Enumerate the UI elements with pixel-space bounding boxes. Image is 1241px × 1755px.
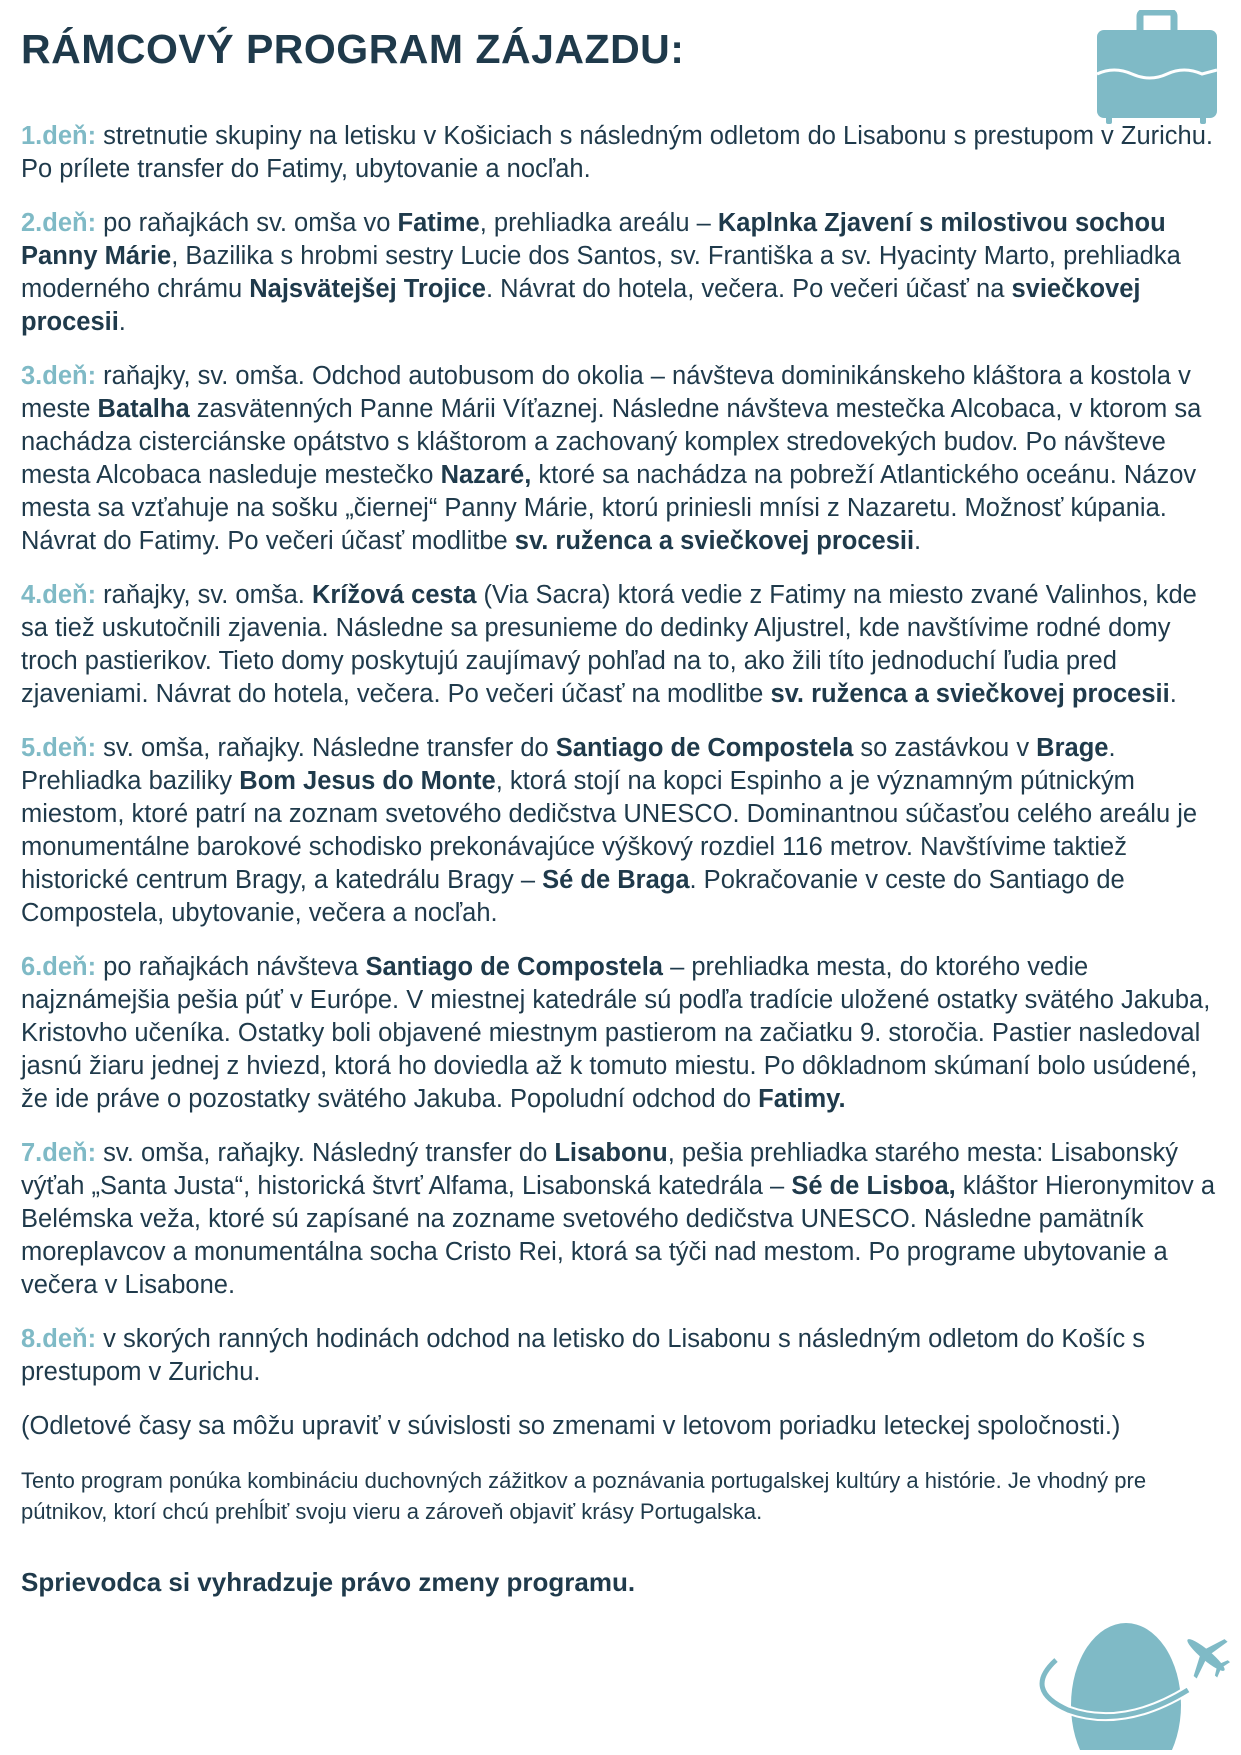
- highlighted-place: Krížová cesta: [311, 581, 477, 609]
- day-text: zasvätenných Panne Márii Víťaznej. Následne návšteva mestečka Alcobaca, v ktorom sa nachádza cisterciánske opátstvo s kláštorom a zachovaný komplex stredovekých budov. Po návšteve mesta Alcobaca nasleduje mestečko: [21, 395, 1202, 489]
- day-text: po raňajkách sv. omša vo: [96, 209, 398, 237]
- day-text: so zastávkou v: [853, 734, 1037, 762]
- highlighted-place: Santiago de Compostela: [365, 953, 663, 981]
- day-text: stretnutie skupiny na letisku v Košiciach s následným odletom do Lisabonu s prestupom v Zurichu. Po prílete transfer do Fatimy, ubytovanie a nocľah.: [21, 122, 1213, 183]
- day-text: raňajky, sv. omša. Odchod autobusom do okolia – návšteva dominikánskeho kláštora a kostola v meste: [21, 362, 1191, 423]
- day-label: 8.deň:: [21, 1325, 97, 1353]
- flight-times-note: (Odletové časy sa môžu upraviť v súvislosti so zmenami v letovom poriadku leteckej spoločnosti.): [21, 1412, 1121, 1440]
- day-1-paragraph: [21, 120, 1226, 186]
- day-text: . Prehliadka baziliky: [21, 734, 1116, 795]
- day-text: .: [118, 308, 126, 336]
- day-5-paragraph: [21, 732, 1226, 930]
- day-6-paragraph: [21, 951, 1226, 1116]
- highlighted-place: Brage: [1036, 734, 1109, 762]
- day-2-paragraph: [21, 207, 1226, 339]
- suitcase-icon: [1094, 10, 1218, 125]
- day-label: 1.deň:: [21, 122, 97, 150]
- highlighted-place: Santiago de Compostela: [555, 734, 854, 762]
- day-text: , ktorá stojí na kopci Espinho a je významným pútnickým miestom, ktoré patrí na zoznam svetového dedičstva UNESCO. Dominantnou súčasťou celého areálu je monumentálne barokové schodisko prekonávajúce výškový rozdiel 116 metrov. Navštívime taktiež historické centrum Bragy, a katedrálu Bragy –: [21, 767, 1198, 894]
- highlighted-place: Fatimy.: [758, 1085, 846, 1113]
- highlighted-place: sviečkovej procesii: [21, 275, 1141, 336]
- day-text: , Bazilika s hrobmi sestry Lucie dos Santos, sv. Františka a sv. Hyacinty Marto, prehliadka moderného chrámu: [21, 242, 1181, 303]
- day-text: , prehliadka areálu –: [479, 209, 718, 237]
- highlighted-place: Lisabonu: [554, 1139, 668, 1167]
- day-7-paragraph: [21, 1137, 1226, 1302]
- day-text: , pešia prehliadka starého mesta: Lisabonský výťah „Santa Justa“, historická štvrť Alfama, Lisabonská katedrála –: [21, 1139, 1178, 1200]
- highlighted-place: Batalha: [97, 395, 190, 423]
- day-text: (Via Sacra) ktorá vedie z Fatimy na miesto zvané Valinhos, kde sa tiež uskutočnili zjavenia. Následne sa presunieme do dedinky Aljustrel, kde navštívime rodné domy troch pastierikov. Tieto domy poskytujú zaujímavý pohľad na to, ako žili títo jednoduchí ľudia pred zjaveniami. Návrat do hotela, večera. Po večeri účasť na modlitbe: [21, 581, 1197, 708]
- highlighted-place: sv. ruženca a sviečkovej procesii: [770, 680, 1170, 708]
- day-text: raňajky, sv. omša.: [96, 581, 312, 609]
- day-text: .: [1169, 680, 1177, 708]
- program-summary: Tento program ponúka kombináciu duchovných zážitkov a poznávania portugalskej kultúry a histórie. Je vhodný pre pútnikov, ktorí chcú prehĺbiť svoju vieru a zároveň objaviť krásy Portugalska.: [21, 1468, 1147, 1524]
- day-4-paragraph: [21, 579, 1226, 711]
- day-8-paragraph: [21, 1323, 1226, 1389]
- day-text: . Návrat do hotela, večera. Po večeri účasť na: [485, 275, 1012, 303]
- day-label: 2.deň:: [21, 209, 97, 237]
- highlighted-place: Fatime: [397, 209, 480, 237]
- program-content: [21, 120, 1226, 1598]
- highlighted-place: Sé de Braga: [542, 866, 690, 894]
- day-text: kláštor Hieronymitov a Belémska veža, ktoré sú zapísané na zozname svetového dedičstva UNESCO. Následne pamätník moreplavcov a monumentálna socha Cristo Rei, ktorá sa týči nad mestom. Po programe ubytovanie a večera v Lisabone.: [21, 1172, 1216, 1299]
- day-3-paragraph: [21, 360, 1226, 558]
- highlighted-place: Najsvätejšej Trojice: [249, 275, 486, 303]
- day-label: 3.deň:: [21, 362, 97, 390]
- highlighted-place: sv. ruženca a sviečkovej procesii: [514, 527, 915, 555]
- day-text: . Pokračovanie v ceste do Santiago de Compostela, ubytovanie, večera a nocľah.: [21, 866, 1125, 927]
- guide-disclaimer: Sprievodca si vyhradzuje právo zmeny programu.: [21, 1567, 636, 1597]
- day-label: 5.deň:: [21, 734, 97, 762]
- highlighted-place: Sé de Lisboa,: [791, 1172, 956, 1200]
- highlighted-place: Kaplnka Zjavení s milostivou sochou Panny Márie: [21, 209, 1166, 270]
- day-text: sv. omša, raňajky. Následný transfer do: [96, 1139, 555, 1167]
- day-text: sv. omša, raňajky. Následne transfer do: [96, 734, 556, 762]
- day-label: 4.deň:: [21, 581, 97, 609]
- day-label: 6.deň:: [21, 953, 97, 981]
- day-label: 7.deň:: [21, 1139, 97, 1167]
- day-text: po raňajkách návšteva: [96, 953, 366, 981]
- day-text: .: [914, 527, 922, 555]
- day-text: v skorých ranných hodinách odchod na letisko do Lisabonu s následným odletom do Košíc s prestupom v Zurichu.: [21, 1325, 1146, 1386]
- page-title: RÁMCOVÝ PROGRAM ZÁJAZDU:: [21, 26, 685, 72]
- day-text: ktoré sa nachádza na pobreží Atlantického oceánu. Názov mesta sa vzťahuje na sošku „čiernej“ Panny Márie, ktorú priniesli mnísi z Nazaretu. Možnosť kúpania. Návrat do Fatimy. Po večeri účasť modlitbe: [21, 461, 1197, 555]
- highlighted-place: Bom Jesus do Monte: [239, 767, 496, 795]
- day-text: – prehliadka mesta, do ktorého vedie najznámejšia pešia púť v Európe. V miestnej katedrále sú podľa tradície uložené ostatky svätého Jakuba, Kristovho učeníka. Ostatky boli objavené miestnym pastierom na začiatku 9. storočia. Pastier nasledoval jasnú žiaru jednej z hviezd, ktorá ho doviedla až k tomuto miestu. Po dôkladnom skúmaní bolo usúdené, že ide práve o pozostatky svätého Jakuba. Popoludní odchod do: [21, 953, 1211, 1113]
- highlighted-place: Nazaré,: [440, 461, 532, 489]
- globe-airplane-icon: [1028, 1620, 1233, 1750]
